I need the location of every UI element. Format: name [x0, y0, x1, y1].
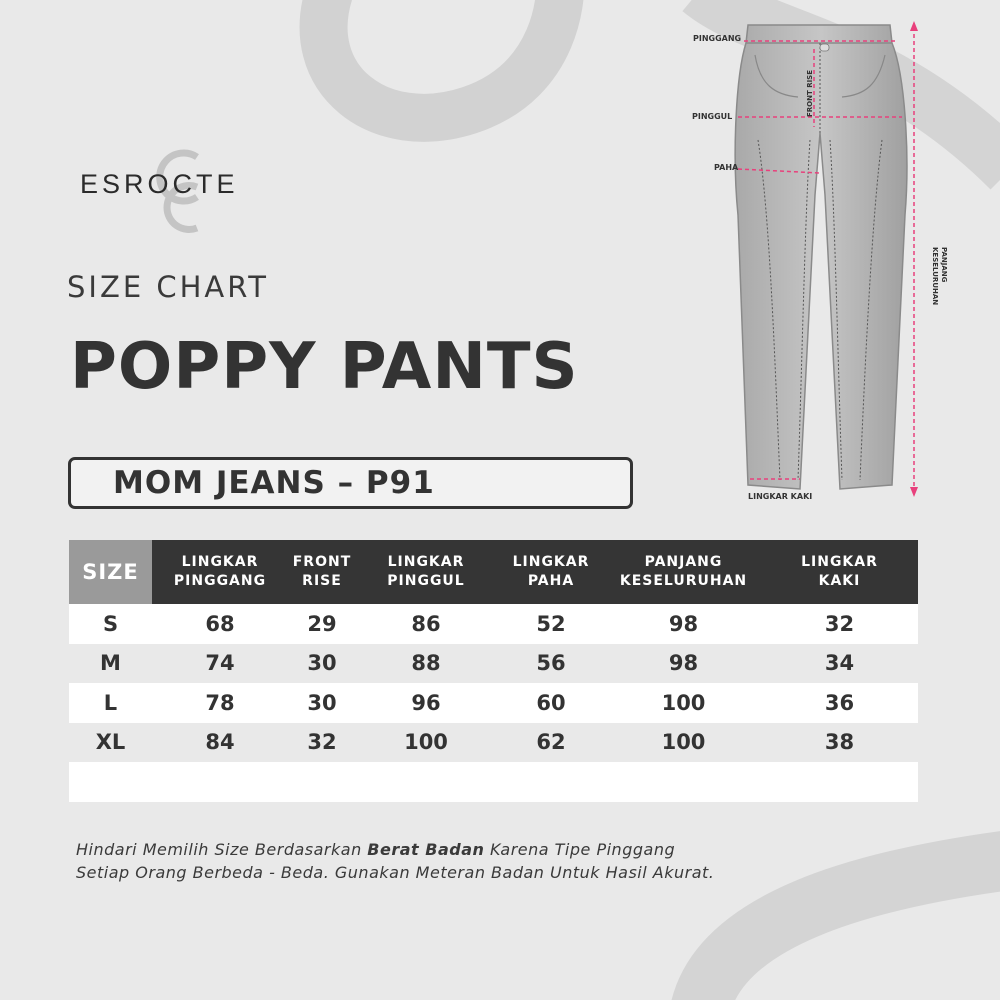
empty-cell: [152, 762, 288, 802]
table-row: [69, 644, 918, 684]
brand-logo: [80, 135, 280, 235]
value-cell: 32: [761, 604, 918, 644]
value-cell: 88: [356, 644, 496, 684]
value-cell: 86: [356, 604, 496, 644]
table-header-row: [69, 540, 918, 604]
label-front-rise: FRONT RISE: [806, 69, 814, 117]
note-line1-bold: Berat Badan: [367, 840, 485, 859]
empty-row: [69, 762, 918, 802]
col-lingkar-pinggang-line1: LINGKAR: [181, 554, 259, 570]
value-cell: 100: [606, 683, 761, 723]
value-cell: 38: [761, 723, 918, 763]
table-row: [69, 723, 918, 763]
col-lingkar-pinggang-line2: PINGGANG: [173, 573, 267, 589]
table-body: [69, 604, 918, 802]
empty-cell: [288, 762, 356, 802]
page-title: POPPY PANTS: [70, 330, 579, 404]
sizing-note: [76, 838, 714, 884]
value-cell: 100: [356, 723, 496, 763]
value-cell: 34: [761, 644, 918, 684]
value-cell: 36: [761, 683, 918, 723]
col-lingkar-kaki-line2: KAKI: [818, 573, 861, 589]
page-subtitle: SIZE CHART: [67, 270, 270, 304]
size-cell: S: [69, 604, 152, 644]
empty-cell: [356, 762, 496, 802]
value-cell: 96: [356, 683, 496, 723]
pants-diagram: [680, 15, 980, 515]
col-front-rise: [288, 540, 356, 604]
col-front-rise-line2: RISE: [302, 573, 342, 589]
value-cell: 68: [152, 604, 288, 644]
col-lingkar-paha: [496, 540, 606, 604]
product-box: [68, 457, 633, 509]
label-lingkar-kaki: LINGKAR KAKI: [748, 492, 813, 501]
value-cell: 52: [496, 604, 606, 644]
col-panjang-keseluruhan: [606, 540, 761, 604]
table-row: [69, 604, 918, 644]
value-cell: 32: [288, 723, 356, 763]
col-front-rise-line1: FRONT: [292, 554, 352, 570]
col-lingkar-kaki-line1: LINGKAR: [801, 554, 878, 570]
empty-cell: [69, 762, 152, 802]
col-lingkar-pinggul-line2: PINGGUL: [387, 573, 465, 589]
col-lingkar-pinggul-line1: LINGKAR: [387, 554, 465, 570]
value-cell: 62: [496, 723, 606, 763]
value-cell: 74: [152, 644, 288, 684]
value-cell: 29: [288, 604, 356, 644]
col-lingkar-kaki: [761, 540, 918, 604]
value-cell: 78: [152, 683, 288, 723]
product-name: MOM JEANS – P91: [113, 465, 435, 501]
empty-cell: [761, 762, 918, 802]
col-lingkar-pinggang: [152, 540, 288, 604]
size-table: [69, 540, 918, 802]
value-cell: 98: [606, 604, 761, 644]
value-cell: 84: [152, 723, 288, 763]
note-line1-post: Karena Tipe Pinggang: [484, 840, 676, 859]
empty-cell: [496, 762, 606, 802]
label-paha: PAHA: [714, 163, 739, 172]
brand-name: ESROCTE: [80, 169, 239, 199]
col-lingkar-paha-line2: PAHA: [527, 573, 575, 589]
size-cell: L: [69, 683, 152, 723]
col-size-label: SIZE: [82, 559, 139, 584]
col-size: [69, 540, 152, 604]
col-panjang-keseluruhan-line2: KESELURUHAN: [619, 573, 748, 589]
label-pinggang: PINGGANG: [693, 34, 742, 43]
note-line2: Setiap Orang Berbeda - Beda. Gunakan Meteran Badan Untuk Hasil Akurat.: [76, 863, 715, 882]
label-panjang-line2: KESELURUHAN: [931, 247, 939, 306]
col-lingkar-paha-line1: LINGKAR: [512, 554, 590, 570]
value-cell: 100: [606, 723, 761, 763]
size-cell: XL: [69, 723, 152, 763]
value-cell: 30: [288, 644, 356, 684]
value-cell: 56: [496, 644, 606, 684]
value-cell: 98: [606, 644, 761, 684]
label-panjang-line1: PANJANG: [940, 247, 948, 283]
col-lingkar-pinggul: [356, 540, 496, 604]
col-panjang-keseluruhan-line1: PANJANG: [644, 554, 723, 570]
value-cell: 60: [496, 683, 606, 723]
value-cell: 30: [288, 683, 356, 723]
size-cell: M: [69, 644, 152, 684]
empty-cell: [606, 762, 761, 802]
label-pinggul: PINGGUL: [692, 112, 733, 121]
label-panjang: [930, 247, 948, 305]
note-line1-pre: Hindari Memilih Size Berdasarkan: [76, 840, 368, 859]
table-row: [69, 683, 918, 723]
